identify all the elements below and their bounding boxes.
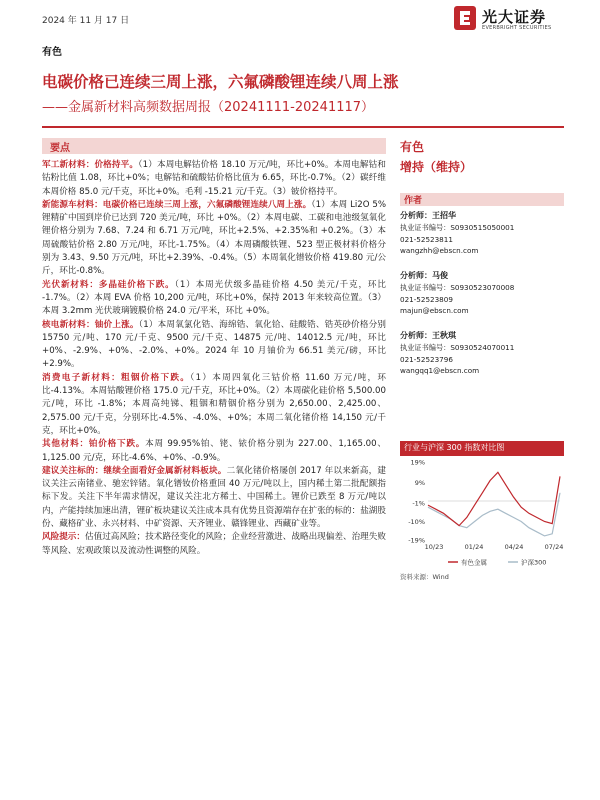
everbright-logo-icon	[454, 6, 476, 30]
paragraph-highlight: 风险提示：	[42, 532, 85, 543]
report-title: 电碳价格已连续三周上涨，六氟磷酸锂连续八周上涨	[42, 73, 399, 91]
analyst-email[interactable]: majun@ebscn.com	[400, 306, 469, 315]
summary-paragraph	[42, 531, 386, 558]
paragraph-highlight: 消费电子新材料：粗铟价格下跌。	[42, 372, 191, 383]
rating-value: 增持（维持）	[400, 160, 473, 174]
paragraph-text: （1）本周电解钴价格 18.10 万元/吨，环比+0%。本周电解钴和钴粉比值 1.08，环比+0%；电解钴和硫酸钴价格比值为 6.65，环比-0.7%。（2）碳纤维本周价格 85.0 元/千克，环比+0%。毛利 -15.21 元/千克。（3）铍价格持平。	[42, 160, 386, 197]
chart-title: 行业与沪深 300 指数对比图	[404, 443, 505, 452]
summary-paragraph	[42, 438, 386, 465]
report-date: 2024 年 11 月 17 日	[42, 16, 130, 26]
analyst-card	[400, 269, 564, 317]
broker-logo	[454, 4, 564, 36]
summary-heading-bar	[42, 138, 386, 154]
analyst-phone: 021-52523796	[400, 354, 453, 364]
paragraph-highlight: 其他材料：铂价格下跌。	[42, 439, 146, 450]
analyst-name: 分析师：王秋琪	[400, 331, 456, 340]
author-heading: 作者	[404, 196, 423, 206]
y-tick-label: -19%	[408, 536, 425, 545]
x-tick-label: 01/24	[464, 543, 484, 551]
summary-heading: 要点	[50, 143, 70, 154]
logo-text-cn: 光大证券	[482, 8, 547, 26]
logo-text-en: EVERBRIGHT SECURITIES	[482, 25, 552, 31]
summary-paragraph	[42, 465, 386, 531]
paragraph-text: （1）本周氧氯化锆、海绵锆、氧化铪、硅酸锆、锆英砂价格分别 15750 元/吨、170 元/千克、9500 元/千克、14875 元/吨、14012.5 元/吨，环比+0%、-2.9%、+0%、-2.0%、+0%。2024 年 10 月铀价为 66.51 美元/磅，环比+2.9%。	[42, 319, 386, 370]
analyst-cert: 执业证书编号：S0930524070011	[400, 343, 515, 352]
title-divider	[42, 126, 564, 128]
summary-paragraph	[42, 372, 386, 438]
rating-sector: 有色	[400, 140, 425, 154]
chart-source: 资料来源：Wind	[400, 573, 449, 581]
paragraph-text: 估值过高风险；技术路径变化的风险；企业经营激进、战略出现偏差、治理失败等风险、宏观政策以及流动性调整的风险。	[42, 532, 386, 556]
summary-paragraph	[42, 279, 386, 319]
analyst-cert: 执业证书编号：S0930515050001	[400, 223, 515, 232]
analyst-cert: 执业证书编号：S0930523070008	[400, 283, 515, 292]
paragraph-text: 二氧化锗价格屡创 2017 年以来新高，建议关注云南锗业、驰宏锌锗。氧化镨钕价格重回 40 万元/吨以上，国内稀土第二批配额指标下发。关注下半年需求情况，建议关注北方稀土、中国稀土。锂价已跌至 8 万元/吨以内，产能持续加速出清，锂矿板块建议关注成本具有优势且资源端存在扩张的标的：盐湖股份、藏格矿业、永兴材料、中矿资源、天齐锂业、赣锋锂业、西藏矿业等。	[42, 465, 386, 530]
paragraph-highlight: 建议关注标的：继续全面看好金属新材料板块。	[42, 465, 227, 476]
x-tick-label: 10/23	[424, 543, 444, 551]
y-tick-label: 19%	[410, 458, 425, 467]
analyst-card	[400, 209, 564, 257]
paragraph-text: 本周 99.95%铂、铑、铱价格分别为 227.00、1,165.00、1,125.00 元/克，环比-4.6%、+0%、-0.9%。	[42, 439, 386, 463]
summary-paragraph	[42, 199, 386, 279]
x-tick-label: 07/24	[544, 543, 564, 551]
paragraph-text: （1）本周四氧化三钴价格 11.60 万元/吨，环比-4.13%。本周钴酸锂价格 175.0 元/千克，环比+0%。（2）本周碳化硅价格 5,500.00 元/吨，环比 -1.8%；本周高纯锑、粗铟和精铟价格分别为 2,650.00、2,425.00、2,575.00 元/千克，分别环比-4.5%、-4.0%、+0%；本周二氧化锗价格 14,150 元/千克，环比+0%。	[42, 372, 386, 436]
analyst-phone: 021-52523811	[400, 234, 453, 244]
analyst-card	[400, 329, 564, 377]
legend-label: 有色金属	[461, 558, 487, 567]
paragraph-text: （1）本周光伏级多晶硅价格 4.50 美元/千克，环比 -1.7%。（2）本周 EVA 价格 10,200 元/吨，环比+0%，保持 2013 年来较高位置。（3）本周 3.2mm 光伏玻璃镀膜价格 24.0 元/平米，环比 +0%。	[42, 279, 386, 317]
legend-label: 沪深300	[521, 558, 547, 567]
paragraph-highlight: 核电新材料：铀价上涨。	[42, 319, 139, 330]
index-comparison-chart	[400, 456, 564, 568]
sector-label: 有色	[42, 47, 62, 58]
summary-paragraph	[42, 159, 386, 199]
analyst-name: 分析师：马俊	[400, 271, 448, 280]
series-line-hs300	[428, 493, 560, 536]
y-tick-label: 9%	[414, 479, 425, 488]
analyst-name: 分析师：王招华	[400, 211, 456, 220]
report-subtitle: ——金属新材料高频数据周报（20241111-20241117）	[42, 100, 375, 115]
paragraph-highlight: 新能源车材料：电碳价格已连续三周上涨，六氟磷酸锂连续八周上涨。	[42, 199, 312, 210]
y-tick-label: -1%	[412, 499, 425, 508]
paragraph-text: （1）本周 Li2O 5%锂精矿中国到岸价已达到 720 美元/吨，环比 +0%。（2）本周电碳、工碳和电池级氢氧化锂价格分别为 7.68、7.24 和 6.71 万元/吨，环比+2.5%、+2.35%和 +0.2%。（3）本周硫酸钴价格 2.80 万元/吨，环比-1.75%。（4）本周磷酸铁锂、523 型正极材料价格分别为 3.43、9.50 万元/吨，环比+2.39%、-0.4%。（5）本周氧化镨钕价格 419.80 元/公斤，环比-0.8%。	[42, 199, 386, 277]
x-tick-label: 04/24	[504, 543, 524, 551]
analyst-phone: 021-52523809	[400, 294, 453, 304]
author-heading-bar	[400, 193, 564, 206]
analyst-email[interactable]: wangqq1@ebscn.com	[400, 366, 480, 375]
paragraph-highlight: 光伏新材料：多晶硅价格下跌。	[42, 279, 175, 290]
analyst-email[interactable]: wangzhh@ebscn.com	[400, 246, 479, 255]
paragraph-highlight: 军工新材料：价格持平。	[42, 160, 139, 170]
summary-body	[42, 159, 386, 558]
y-tick-label: -10%	[408, 518, 425, 527]
summary-paragraph	[42, 319, 386, 372]
